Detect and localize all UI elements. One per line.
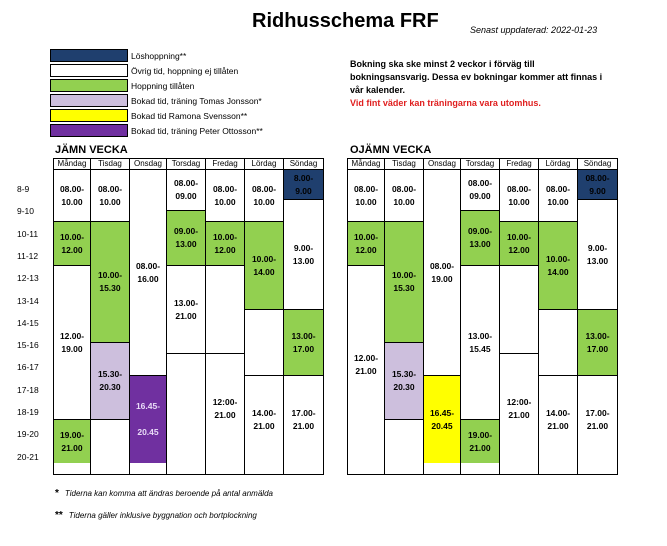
day-column	[91, 170, 130, 474]
schedule-block[interactable]: 08.00- 10.00	[245, 170, 283, 221]
info-line-3: vår kalender.	[350, 85, 406, 95]
day-header: Söndag	[284, 158, 324, 170]
footnote-1-text: Tiderna kan komma att ändras beroende på antal anmälda	[64, 489, 273, 498]
schedule-block[interactable]: 09.00- 13.00	[461, 210, 499, 265]
legend-swatch	[50, 49, 128, 62]
schedule-block[interactable]: 17.00- 21.00	[578, 375, 617, 463]
day-header: Torsdag	[461, 158, 500, 170]
schedule-block[interactable]: 14.00- 21.00	[539, 375, 577, 463]
time-slot-label: 12-13	[17, 273, 39, 284]
day-header: Fredag	[500, 158, 539, 170]
schedule-block[interactable]: 08.00- 09.00	[167, 170, 205, 210]
legend-item	[50, 123, 263, 138]
day-column	[385, 170, 424, 474]
footnote-1	[55, 488, 273, 499]
day-header: Fredag	[206, 158, 245, 170]
legend-label: Bokad tid, träning Peter Ottosson**	[131, 125, 263, 136]
last-updated: Senast uppdaterad: 2022-01-23	[470, 25, 598, 35]
schedule-block[interactable]: 15.30- 20.30	[91, 342, 129, 419]
day-column	[424, 170, 461, 474]
schedule-block[interactable]: 14.00- 21.00	[245, 375, 283, 463]
schedule-block[interactable]: 10.00- 12.00	[54, 221, 90, 265]
schedule-block[interactable]: 08.00- 16.00	[130, 170, 166, 375]
schedule-block[interactable]: 10.00- 12.00	[348, 221, 384, 265]
schedule-block[interactable]: 08.00- 10.00	[539, 170, 577, 221]
time-slot-label: 14-15	[17, 317, 39, 328]
page-title: Ridhusschema FRF	[252, 10, 439, 32]
schedule-block[interactable]: 08.00- 10.00	[91, 170, 129, 221]
schedule-block[interactable]: 16.45- 20.45	[424, 375, 460, 463]
schedule-block[interactable]: 08.00- 9.00	[578, 170, 617, 199]
legend-label: Bokad tid, träning Tomas Jonsson*	[131, 95, 262, 106]
legend-item	[50, 93, 263, 108]
weather-warning: Vid fint väder kan träningarna vara utomhus.	[350, 98, 541, 108]
time-slot-label: 19-20	[17, 429, 39, 440]
day-column	[53, 170, 91, 474]
schedule-block[interactable]: 19.00- 21.00	[54, 419, 90, 463]
schedule-block[interactable]	[167, 353, 205, 463]
day-column	[347, 170, 385, 474]
schedule-block[interactable]: 12:00- 21.00	[500, 353, 538, 463]
schedule-block[interactable]: 08.00- 10.00	[54, 170, 90, 221]
schedule-block[interactable]: 10.00- 15.30	[91, 221, 129, 342]
day-header: Torsdag	[167, 158, 206, 170]
schedule-block[interactable]: 12.00- 19.00	[54, 265, 90, 419]
legend-label: Bokad tid Ramona Svensson**	[131, 110, 248, 121]
schedule-block[interactable]: 10.00- 14.00	[539, 221, 577, 309]
time-slot-label: 13-14	[17, 295, 39, 306]
schedule-block[interactable]: 9.00- 13.00	[578, 199, 617, 309]
schedule-block[interactable]	[500, 265, 538, 353]
day-column	[539, 170, 578, 474]
schedule-block[interactable]	[206, 265, 244, 353]
odd-week-schedule	[347, 158, 618, 475]
day-header: Lördag	[539, 158, 578, 170]
info-line-1: Bokning ska ske minst 2 veckor i förväg till	[350, 59, 535, 69]
schedule-block[interactable]: 9.00- 13.00	[284, 199, 323, 309]
time-slot-label: 20-21	[17, 451, 39, 462]
day-header: Onsdag	[130, 158, 167, 170]
schedule-block[interactable]: 10.00- 12.00	[206, 221, 244, 265]
day-header-row	[347, 158, 618, 170]
time-slot-label: 9-10	[17, 206, 35, 217]
footnote-2-marker: **	[55, 510, 63, 521]
schedule-block[interactable]: 09.00- 13.00	[167, 210, 205, 265]
legend-item	[50, 78, 263, 93]
time-slot-label: 17-18	[17, 384, 39, 395]
footnote-2-text: Tiderna gäller inklusive byggnation och bortplockning	[68, 511, 257, 520]
legend-item	[50, 108, 263, 123]
time-slot-label: 10-11	[17, 228, 39, 239]
schedule-columns	[347, 170, 618, 475]
legend-swatch	[50, 94, 128, 107]
legend	[50, 48, 263, 138]
legend-item	[50, 48, 263, 63]
schedule-block[interactable]: 10.00- 14.00	[245, 221, 283, 309]
schedule-block[interactable]: 16.45- 20.45	[130, 375, 166, 463]
day-column	[206, 170, 245, 474]
day-column	[461, 170, 500, 474]
info-line-2: bokningsansvarig. Dessa ev bokningar kommer att finnas i	[350, 72, 603, 82]
day-column	[578, 170, 618, 474]
day-column	[245, 170, 284, 474]
day-header: Tisdag	[91, 158, 130, 170]
time-slot-label: 8-9	[17, 184, 30, 194]
day-column	[500, 170, 539, 474]
day-header-row	[53, 158, 324, 170]
even-week-schedule	[53, 158, 324, 475]
day-header: Lördag	[245, 158, 284, 170]
schedule-block[interactable]: 08.00- 09.00	[461, 170, 499, 210]
legend-item	[50, 63, 263, 78]
schedule-block[interactable]: 13.00- 17.00	[284, 309, 323, 375]
legend-label: Hoppning tillåten	[131, 80, 195, 91]
schedule-block[interactable]: 10.00- 15.30	[385, 221, 423, 342]
schedule-block[interactable]: 13.00- 21.00	[167, 265, 205, 353]
schedule-block[interactable]	[385, 419, 423, 463]
schedule-block[interactable]	[539, 309, 577, 375]
schedule-block[interactable]: 13.00- 15.45	[461, 265, 499, 419]
day-column	[284, 170, 324, 474]
schedule-block[interactable]: 8.00- 9.00	[284, 170, 323, 199]
legend-label: Löshoppning**	[131, 50, 187, 61]
day-header: Måndag	[347, 158, 385, 170]
schedule-block[interactable]: 08.00- 10.00	[348, 170, 384, 221]
booking-info	[350, 58, 620, 110]
schedule-block[interactable]	[245, 309, 283, 375]
schedule-block[interactable]: 17.00- 21.00	[284, 375, 323, 463]
legend-swatch	[50, 124, 128, 137]
schedule-block[interactable]: 08.00- 10.00	[500, 170, 538, 221]
day-column	[130, 170, 167, 474]
schedule-block[interactable]: 08.00- 10.00	[206, 170, 244, 221]
schedule-block[interactable]: 10.00- 12.00	[500, 221, 538, 265]
odd-week-title: OJÄMN VECKA	[350, 144, 432, 156]
day-header: Måndag	[53, 158, 91, 170]
even-week-title: JÄMN VECKA	[55, 144, 128, 156]
time-slot-label: 11-12	[17, 250, 39, 261]
legend-label: Övrig tid, hoppning ej tillåten	[131, 65, 239, 76]
day-column	[167, 170, 206, 474]
day-header: Onsdag	[424, 158, 461, 170]
schedule-columns	[53, 170, 324, 475]
schedule-block[interactable]: 15.30- 20.30	[385, 342, 423, 419]
schedule-block[interactable]	[91, 419, 129, 463]
day-header: Tisdag	[385, 158, 424, 170]
legend-swatch	[50, 109, 128, 122]
footnote-2	[55, 510, 257, 521]
schedule-block[interactable]: 12.00- 21.00	[348, 265, 384, 463]
time-slot-label: 16-17	[17, 362, 39, 373]
day-header: Söndag	[578, 158, 618, 170]
schedule-block[interactable]: 12:00- 21.00	[206, 353, 244, 463]
time-slot-label: 15-16	[17, 340, 39, 351]
footnote-1-marker: *	[55, 488, 59, 499]
schedule-block[interactable]: 19.00- 21.00	[461, 419, 499, 463]
schedule-block[interactable]: 13.00- 17.00	[578, 309, 617, 375]
time-slot-label: 18-19	[17, 407, 39, 417]
schedule-block[interactable]: 08.00- 10.00	[385, 170, 423, 221]
schedule-block[interactable]: 08.00- 19.00	[424, 170, 460, 375]
legend-swatch	[50, 79, 128, 92]
legend-swatch	[50, 64, 128, 77]
